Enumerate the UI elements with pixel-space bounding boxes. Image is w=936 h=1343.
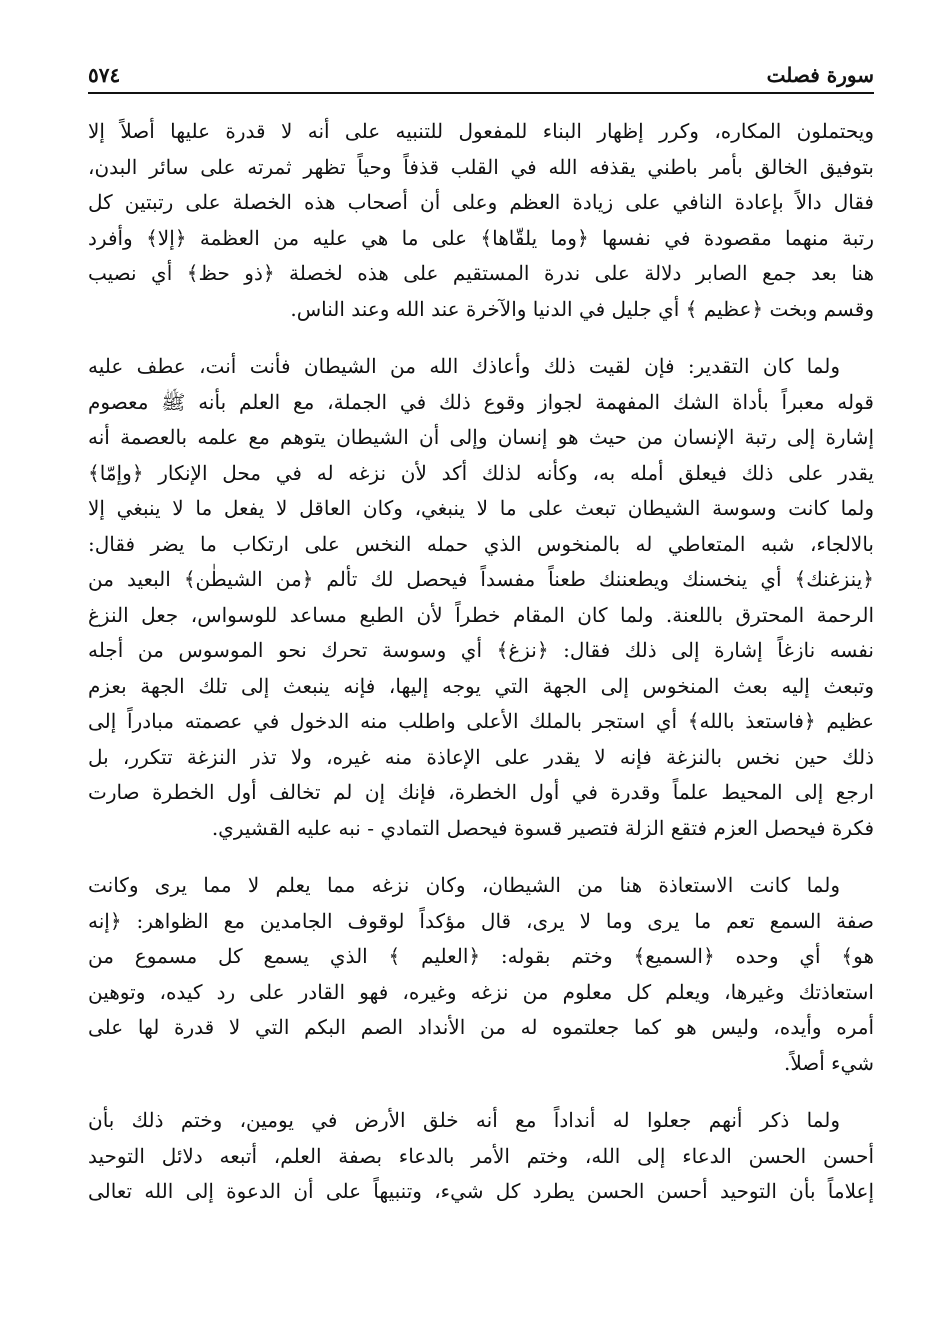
text-line: وتبعث إليه بعث المنخوس إلى الجهة التي يوجه إليها، فإنه ينبعث إلى تلك الجهة بعزم <box>88 673 874 698</box>
text-line: أحسن الحسن الدعاء إلى الله، وختم الأمر بالدعاء بصفة العلم، أتبعه دلائل التوحيد <box>88 1143 874 1168</box>
surah-title: سورة فصلت <box>766 63 874 87</box>
paragraph <box>88 868 874 1081</box>
text-line: نفسه نازغاً إشارة إلى ذلك فقال: ﴿نزغ﴾ أي وسوسة تحرك نحو الموسوس من أجله <box>88 638 874 662</box>
text-line: ولما ذكر أنهم جعلوا له أنداداً مع أنه خلق الأرض في يومين، وختم ذلك بأن <box>88 1108 840 1132</box>
text-line: ولما كان التقدير: فإن لقيت ذلك وأعاذك الله من الشيطان فأنت أنت، عطف عليه <box>88 354 840 378</box>
text-line: هنا بعد جمع الصابر دلالة على ندرة المستقيم على هذه لخصلة ﴿ذو حظ﴾ أي نصيب <box>88 261 874 285</box>
page-header <box>88 58 874 94</box>
paragraph <box>88 114 874 327</box>
text-line: صفة السمع تعم ما يرى وما لا يرى، قال مؤكداً لوقوف الجامدين مع الظواهر: ﴿إنه <box>88 908 874 933</box>
text-line: بالالجاء، شبه المتعاطي له بالمنخوس الذي حمله النخس على ارتكاب ما يضر فقال: <box>88 531 874 556</box>
text-line: ارجع إلى المحيط علماً وقدرة في أول الخطرة، فإنك إن لم تخالف أول الخطرة صارت <box>88 780 874 804</box>
page-body <box>88 114 874 1232</box>
text-line: فقال دالاً بإعادة النافي على زيادة العظم وعلى أن أصحاب هذه الخصلة على رتبتين كل <box>88 190 874 214</box>
text-line: الرحمة المحترق باللعنة. ولما كان المقام خطراً لأن الطبع مساعد للوسواس، جعل النزغ <box>88 602 874 627</box>
text-line: رتبة منهما مقصودة في نفسها ﴿وما يلقّاها﴾ على ما هي عليه من العظمة ﴿إلا﴾ وأفرد <box>88 225 874 250</box>
text-line: قوله معبراً بأداة الشك المفهمة لجواز وقوع ذلك في الجملة، مع العلم بأنه ﷺ معصوم <box>88 389 874 414</box>
text-line: وقسم وبخت ﴿عظيم ﴾ أي جليل في الدنيا والآخرة عند الله وعند الناس. <box>290 296 874 321</box>
text-line: ذلك حين نخس بالنزغة فإنه لا يقدر على الإعاذة منه غيره، ولا تذر النزغة تتكرر، بل <box>88 744 874 769</box>
text-line: هو﴾ أي وحده ﴿السميع﴾ وختم بقوله: ﴿العليم ﴾ الذي يسمع كل مسموع من <box>88 944 874 968</box>
text-line: إعلاماً بأن التوحيد أحسن الحسن يطرد كل شيء، وتنبيهاً على أن الدعوة إلى الله تعالى <box>88 1179 874 1203</box>
text-line: ويحتملون المكاره، وكرر إظهار البناء للمفعول للتنبيه على أنه لا قدرة عليها أصلاً إلا <box>88 119 874 143</box>
text-line: يقدر على ذلك فيعلق أمله به، وكأنه لذلك أكد لأن نزغه له في محل الإنكار ﴿وإمّا﴾ <box>88 460 874 485</box>
text-line: ولما كانت وسوسة الشيطان تبعث على ما لا ينبغي، وكان العاقل لا يفعل ما لا ينبغي إلا <box>88 496 874 520</box>
text-line: إشارة إلى رتبة الإنسان من حيث هو إنسان وإلى أن الشيطان يتوهم مع علمه بالعصمة أنه <box>88 425 874 449</box>
text-line: استعاذتك وغيرها، ويعلم كل معلوم من نزغه وغيره، فهو القادر على رد كيده، وتوهين <box>88 979 874 1004</box>
paragraph <box>88 1103 874 1210</box>
text-line: شيء أصلاً. <box>783 1050 874 1075</box>
text-line: أمره وأيده، وليس هو كما جعلتموه له من الأنداد الصم البكم التي لا قدرة لها على <box>88 1015 874 1039</box>
text-line: ولما كانت الاستعاذة هنا من الشيطان، وكان نزغه مما يعلم لا مما يرى وكانت <box>88 873 840 897</box>
text-line: بتوفيق الخالق بأمر باطني يقذفه الله في القلب قذفاً وحياً تظهر ثمرته على سائر البدن، <box>88 154 874 179</box>
text-line: فكرة فيحصل العزم فتقع الزلة فتصير قسوة فيحصل التمادي - نبه عليه القشيري. <box>211 815 874 840</box>
text-line: عظيم ﴿فاستعذ بالله﴾ أي استجر بالملك الأعلى واطلب منه الدخول في عصمته مبادراً إلى <box>88 709 874 733</box>
text-line: ﴿ينزغنك﴾ أي ينخسنك ويطعننك طعناً مفسداً فيحصل لك تألم ﴿من الشيطٰن﴾ البعيد من <box>88 567 874 591</box>
paragraph <box>88 349 874 846</box>
page-number: ٥٧٤ <box>88 63 121 87</box>
